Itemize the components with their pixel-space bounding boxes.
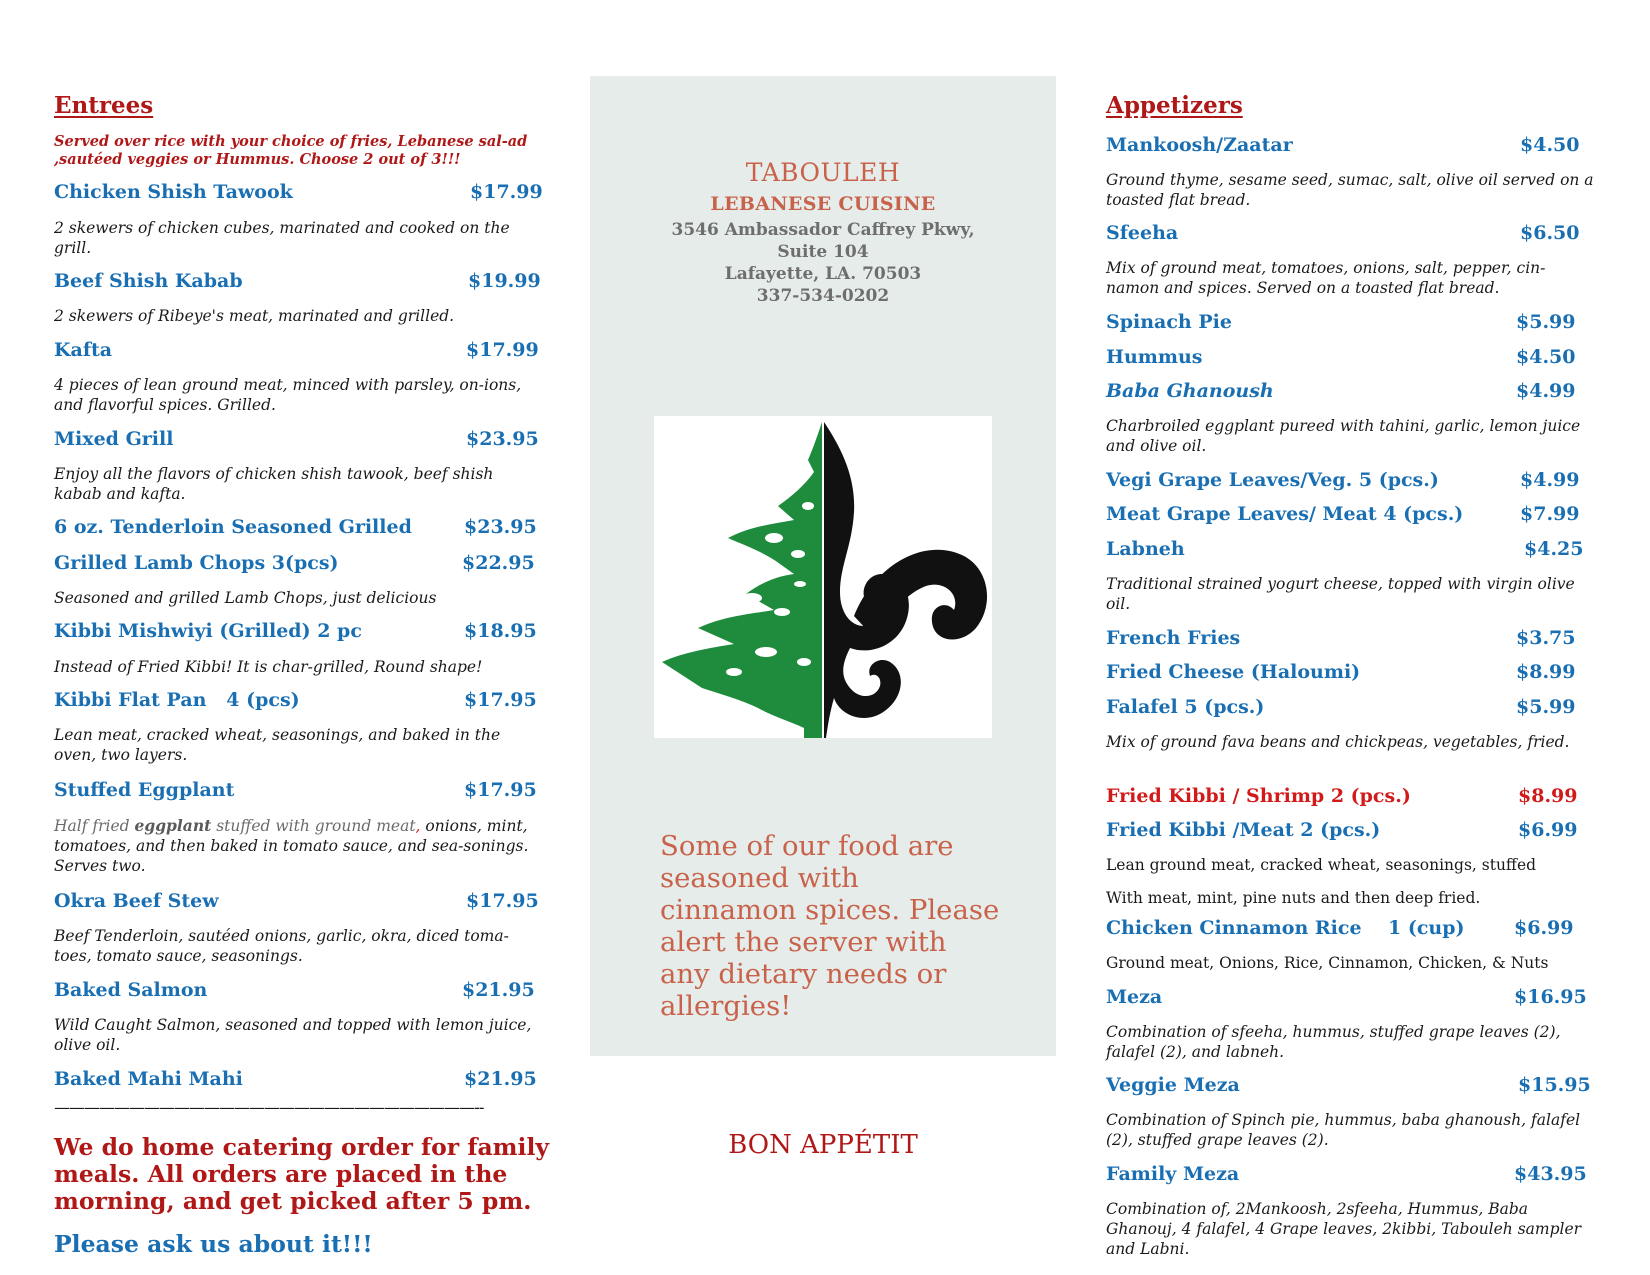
item-name: Mixed Grill [54, 428, 174, 450]
menu-item [1106, 696, 1596, 724]
item-description: Traditional strained yogurt cheese, topped with virgin olive oil. [1106, 575, 1575, 613]
item-name: Chicken Shish Tawook [54, 181, 293, 203]
allergy-notice: Some of our food are seasoned with cinnamon spices. Please alert the server with any dietary needs or allergies! [660, 830, 1000, 1022]
menu-item [1106, 346, 1596, 374]
catering-notice: We do home catering order for family meals. All orders are placed in the morning, and get picked after 5 pm. [54, 1133, 550, 1215]
cedar-fleur-logo [654, 416, 992, 738]
item-price: $22.95 [462, 552, 535, 574]
menu-item [54, 428, 544, 456]
item-price: $21.95 [462, 979, 535, 1001]
item-price: $4.99 [1516, 380, 1576, 402]
item-name: Hummus [1106, 346, 1203, 368]
item-description: Instead of Fried Kibbi! It is char-grilled, Round shape! [54, 658, 483, 676]
item-description: Ground meat, Onions, Rice, Cinnamon, Chicken, & Nuts [1106, 954, 1549, 972]
menu-item [1106, 661, 1596, 689]
item-price: $23.95 [466, 428, 539, 450]
menu-item [54, 270, 544, 298]
item-description: Charbroiled eggplant pureed with tahini, garlic, lemon juice and olive oil. [1106, 417, 1581, 455]
menu-item [1106, 1163, 1596, 1191]
menu-item [54, 779, 544, 807]
item-price: $17.95 [464, 689, 537, 711]
item-name: Fried Kibbi / Shrimp 2 (pcs.) [1106, 785, 1411, 807]
item-price: $7.99 [1520, 503, 1580, 525]
item-name: French Fries [1106, 627, 1241, 649]
item-price: $17.99 [466, 339, 539, 361]
item-name: Baked Salmon [54, 979, 208, 1001]
item-description: Mix of ground meat, tomatoes, onions, salt, pepper, cin-namon and spices. Served on a toasted flat bread. [1106, 259, 1546, 297]
item-description: Combination of sfeeha, hummus, stuffed grape leaves (2), falafel (2), and labneh. [1106, 1023, 1561, 1061]
address-line: 3546 Ambassador Caffrey Pkwy, [671, 220, 975, 240]
item-name: Fried Kibbi /Meat 2 (pcs.) [1106, 819, 1381, 841]
item-name: Meat Grape Leaves/ Meat 4 (pcs.) [1106, 503, 1464, 525]
item-price: $4.50 [1520, 134, 1580, 156]
item-price: $5.99 [1516, 311, 1576, 333]
item-description: Ground thyme, sesame seed, sumac, salt, olive oil served on a toasted flat bread. [1106, 171, 1594, 209]
address-line: Suite 104 [777, 242, 869, 262]
item-price: $43.95 [1514, 1163, 1587, 1185]
item-price: $15.95 [1518, 1074, 1591, 1096]
item-name: 6 oz. Tenderloin Seasoned Grilled [54, 516, 412, 538]
menu-item [1106, 986, 1596, 1014]
item-name: Sfeeha [1106, 222, 1179, 244]
entrees-heading: Entrees [54, 92, 154, 119]
item-description: Combination of Spinch pie, hummus, baba ghanoush, falafel (2), stuffed grape leaves (2). [1106, 1111, 1581, 1149]
item-description: Mix of ground fava beans and chickpeas, vegetables, fried. [1106, 733, 1570, 751]
item-description: Enjoy all the flavors of chicken shish tawook, beef shish kabab and kafta. [54, 465, 494, 503]
item-name: Kafta [54, 339, 113, 361]
item-name: Labneh [1106, 538, 1185, 560]
item-price: $4.25 [1524, 538, 1584, 560]
restaurant-name: TABOULEH [745, 158, 901, 187]
item-price: $6.50 [1520, 222, 1580, 244]
restaurant-subtitle: LEBANESE CUISINE [710, 193, 936, 215]
item-description: With meat, mint, pine nuts and then deep fried. [1106, 889, 1481, 907]
menu-item [1106, 222, 1596, 250]
item-name: Chicken Cinnamon Rice 1 (cup) [1106, 917, 1465, 939]
menu-item [54, 516, 544, 544]
item-name: Beef Shish Kabab [54, 270, 243, 292]
item-name: Fried Cheese (Haloumi) [1106, 661, 1361, 683]
entrees-intro: Served over rice with your choice of fries, Lebanese sal-ad ,sautéed veggies or Hummus. Choose 2 out of 3!!! [54, 133, 528, 168]
address-line: Lafayette, LA. 70503 [724, 264, 922, 284]
menu-item [1106, 469, 1596, 497]
menu-item [54, 339, 544, 367]
menu-item [1106, 380, 1596, 408]
item-description: Combination of, 2Mankoosh, 2sfeeha, Hummus, Baba Ghanouj, 4 falafel, 4 Grape leaves, 2kibbi, Tabouleh sampler and Labni. [1106, 1200, 1582, 1258]
item-description: 2 skewers of Ribeye's meat, marinated and grilled. [54, 307, 455, 325]
menu-item [1106, 503, 1596, 531]
item-name: Okra Beef Stew [54, 890, 219, 912]
item-name: Grilled Lamb Chops 3(pcs) [54, 552, 339, 574]
catering-ask: Please ask us about it!!! [54, 1230, 373, 1258]
menu-item [1106, 819, 1596, 847]
item-description: Beef Tenderloin, sautéed onions, garlic, okra, diced toma-toes, tomato sauce, seasonings. [54, 927, 509, 965]
item-description: Seasoned and grilled Lamb Chops, just delicious [54, 589, 437, 607]
item-price: $16.95 [1514, 986, 1587, 1008]
cedar-tree-icon [662, 422, 822, 738]
menu-item [1106, 538, 1596, 566]
item-description: Lean ground meat, cracked wheat, seasonings, stuffed [1106, 856, 1537, 874]
item-price: $21.95 [464, 1068, 537, 1090]
item-price: $3.75 [1516, 627, 1576, 649]
item-price: $17.95 [466, 890, 539, 912]
item-name: Baba Ghanoush [1106, 380, 1274, 402]
menu-item [1106, 785, 1596, 813]
item-price: $8.99 [1516, 661, 1576, 683]
item-price: $5.99 [1516, 696, 1576, 718]
item-price: $23.95 [464, 516, 537, 538]
item-name: Meza [1106, 986, 1163, 1008]
menu-item [54, 1068, 544, 1096]
item-name: Kibbi Mishwiyi (Grilled) 2 pc [54, 620, 362, 642]
item-name: Kibbi Flat Pan 4 (pcs) [54, 689, 300, 711]
menu-item [54, 890, 544, 918]
item-description: 4 pieces of lean ground meat, minced with parsley, on-ions, and flavorful spices. Grilled. [54, 376, 522, 414]
phone-number: 337-534-0202 [756, 286, 890, 306]
item-name: Family Meza [1106, 1163, 1240, 1185]
menu-item [54, 979, 544, 1007]
menu-item [54, 552, 544, 580]
item-price: $6.99 [1518, 819, 1578, 841]
item-name: Spinach Pie [1106, 311, 1232, 333]
item-price: $4.99 [1520, 469, 1580, 491]
closing-greeting: BON APPÉTIT [728, 1130, 918, 1160]
item-price: $4.50 [1516, 346, 1576, 368]
item-description: Lean meat, cracked wheat, seasonings, and baked in the oven, two layers. [54, 726, 501, 764]
item-price: $8.99 [1518, 785, 1578, 807]
item-name: Mankoosh/Zaatar [1106, 134, 1293, 156]
item-description: 2 skewers of chicken cubes, marinated and cooked on the grill. [54, 219, 510, 257]
item-description: Half fried eggplant stuffed with ground meat, onions, mint, tomatoes, and then baked in tomato sauce, and sea-sonings. Serves two. [54, 816, 529, 875]
item-name: Baked Mahi Mahi [54, 1068, 243, 1090]
divider-line: ————————————————————————————-- [54, 1098, 484, 1117]
menu-item [1106, 1074, 1596, 1102]
logo-graphic [654, 416, 992, 738]
menu-item [1106, 627, 1596, 655]
menu-item [1106, 311, 1596, 339]
item-name: Veggie Meza [1106, 1074, 1240, 1096]
item-price: $18.95 [464, 620, 537, 642]
item-price: $19.99 [468, 270, 541, 292]
item-price: $17.99 [470, 181, 543, 203]
center-panel [590, 76, 1056, 1056]
item-name: Falafel 5 (pcs.) [1106, 696, 1265, 718]
item-price: $17.95 [464, 779, 537, 801]
appetizers-heading: Appetizers [1106, 92, 1243, 119]
menu-item [1106, 917, 1596, 945]
menu-item [54, 689, 544, 717]
item-description: Wild Caught Salmon, seasoned and topped with lemon juice, olive oil. [54, 1016, 532, 1054]
menu-item [54, 620, 544, 648]
item-price: $6.99 [1514, 917, 1574, 939]
menu-item [1106, 134, 1596, 162]
menu-item [54, 181, 544, 209]
item-name: Vegi Grape Leaves/Veg. 5 (pcs.) [1106, 469, 1439, 491]
item-name: Stuffed Eggplant [54, 779, 235, 801]
